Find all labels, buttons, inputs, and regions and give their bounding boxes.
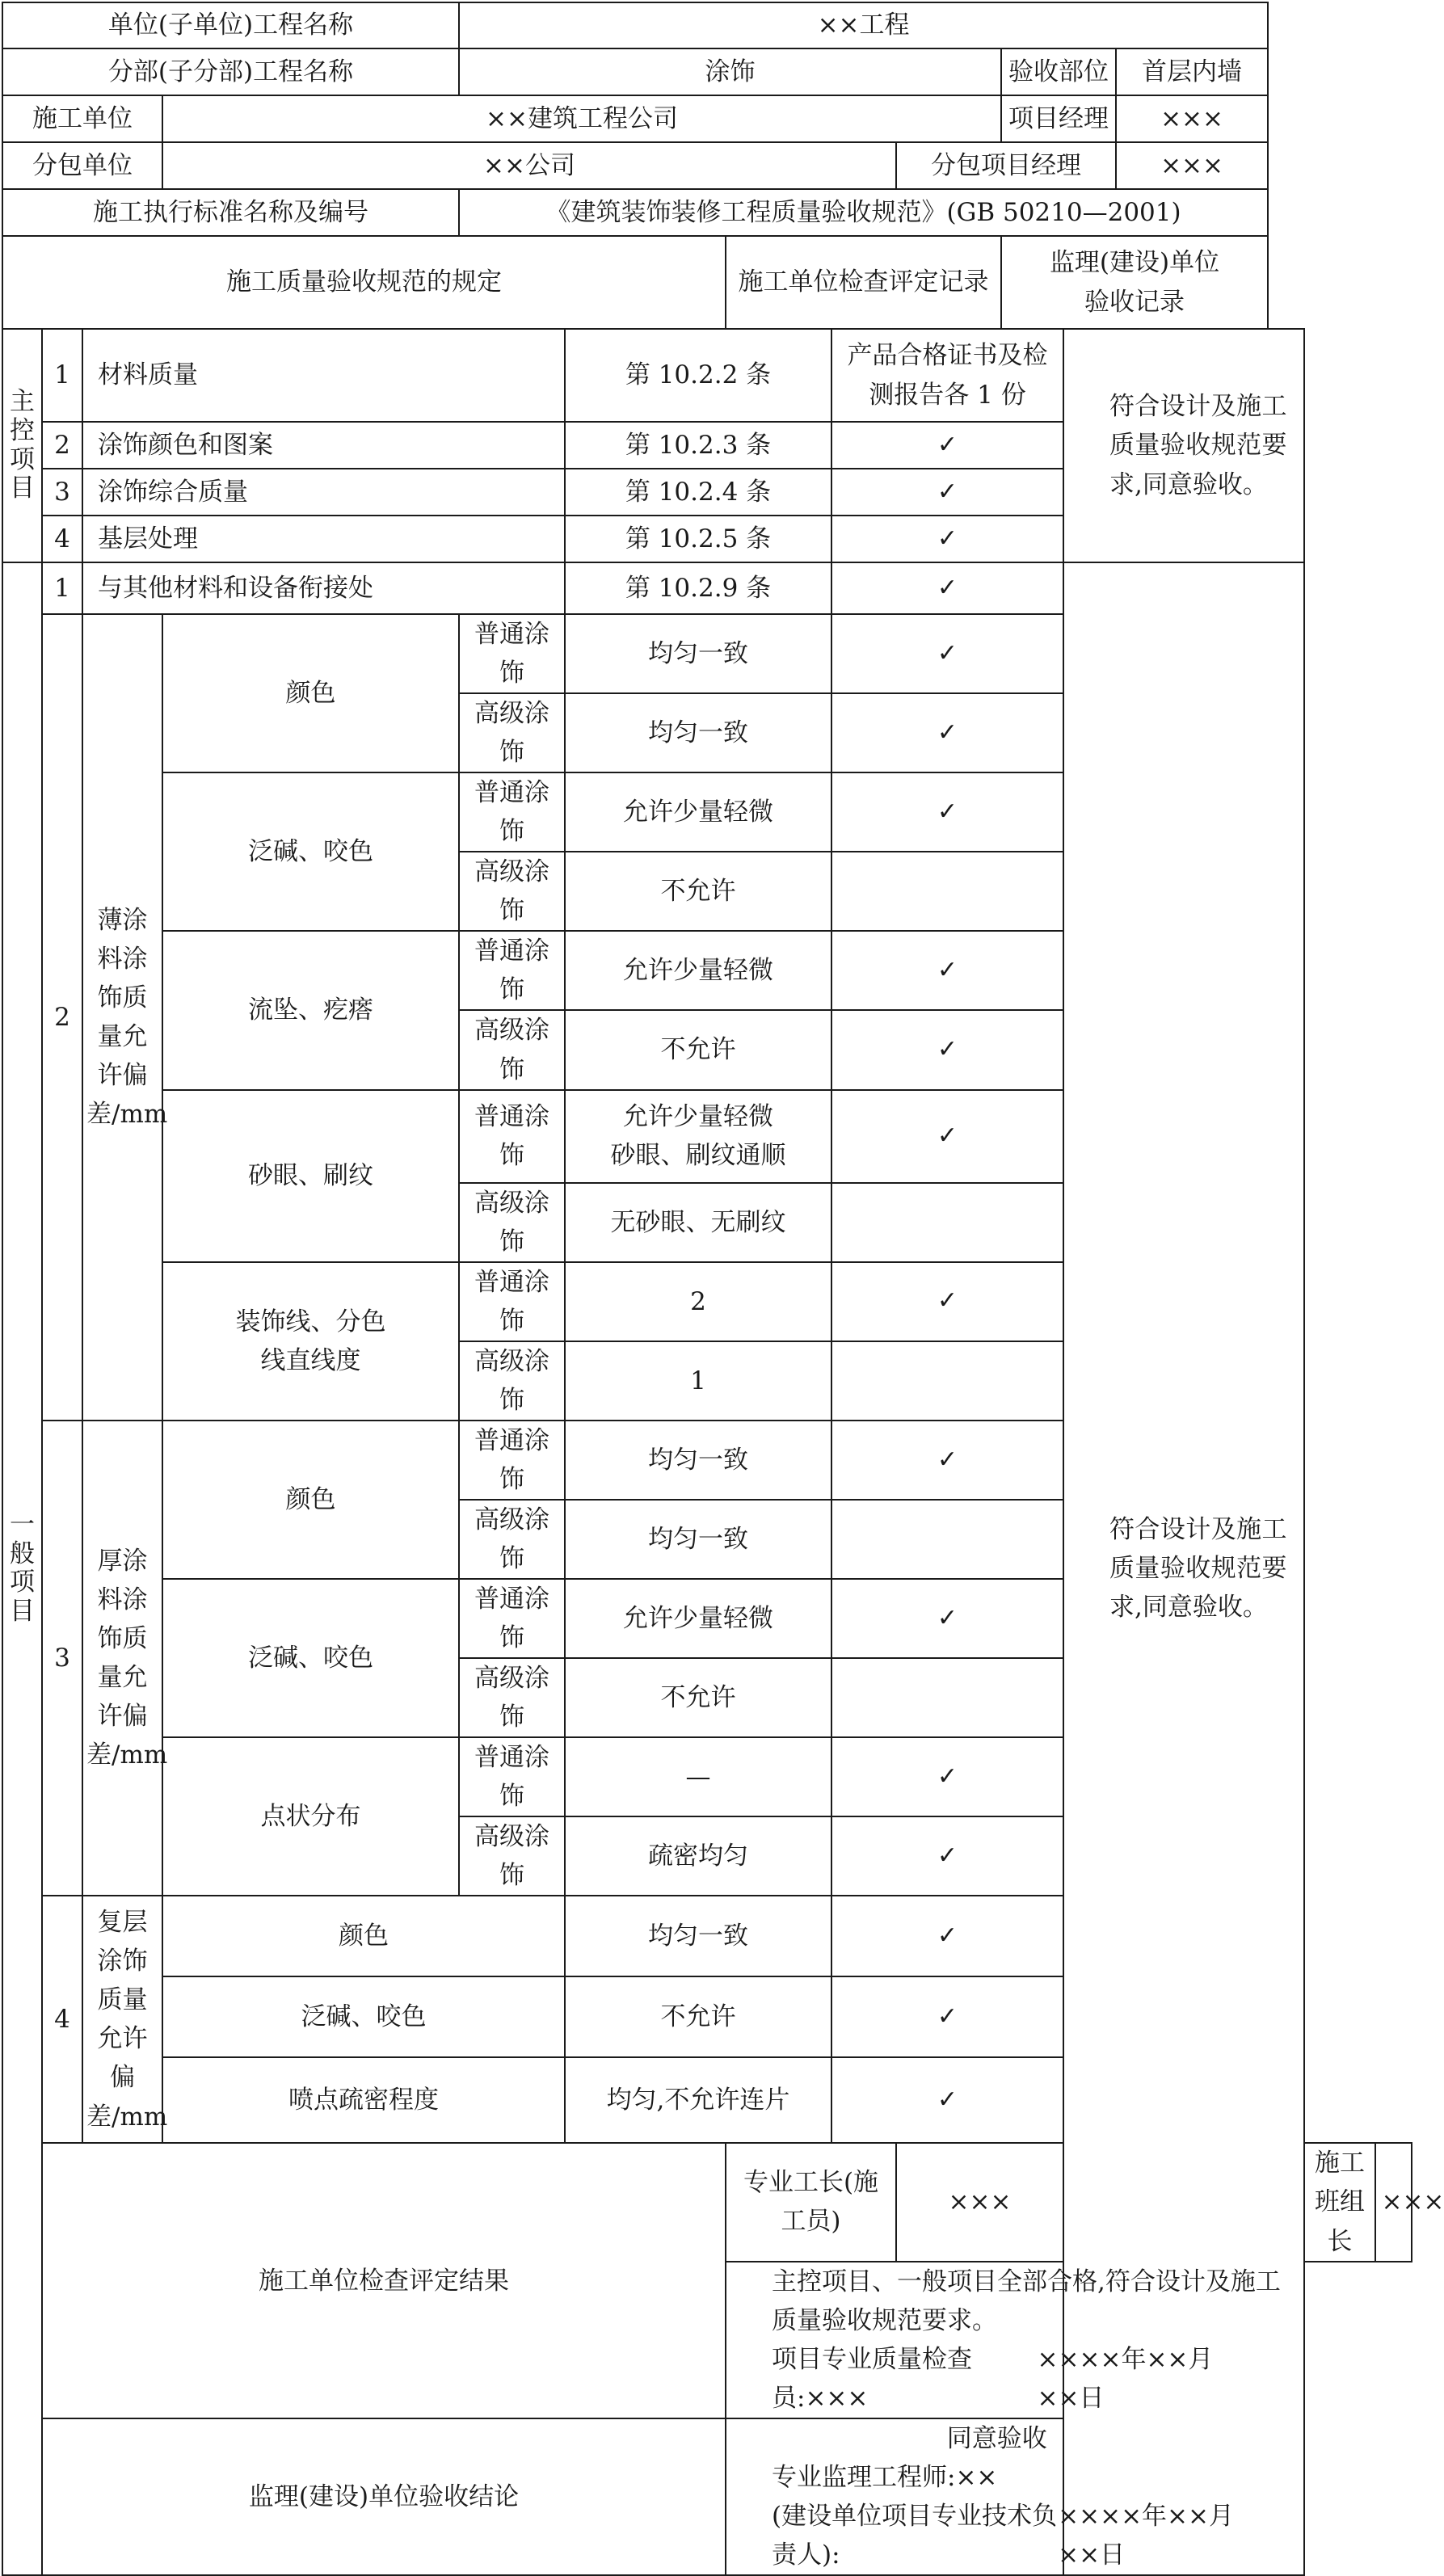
main-item-clause: 第 10.2.5 条 xyxy=(565,516,831,562)
main-supervisor-record: 符合设计及施工质量验收规范要求,同意验收。 xyxy=(1063,329,1304,562)
grade-label: 普通涂饰 xyxy=(459,1579,565,1658)
criterion-name: 泛碱、咬色 xyxy=(162,772,459,931)
acceptance-part-value: 首层内墙 xyxy=(1116,48,1268,95)
main-item-no: 1 xyxy=(42,329,82,422)
check-mark xyxy=(831,1341,1063,1421)
grade-label: 高级涂饰 xyxy=(459,852,565,931)
criterion-name: 颜色 xyxy=(162,614,459,772)
standard-value: 疏密均匀 xyxy=(565,1816,831,1896)
sub-manager-value: ××× xyxy=(1116,142,1268,189)
criterion-name: 点状分布 xyxy=(162,1737,459,1896)
result-sign-line xyxy=(772,2340,1287,2418)
main-item-clause: 第 10.2.4 条 xyxy=(565,469,831,516)
standard-value: 不允许 xyxy=(565,1658,831,1737)
main-item-record: 产品合格证书及检 测报告各 1 份 xyxy=(831,329,1063,422)
grade-label: 普通涂饰 xyxy=(459,1262,565,1341)
main-item-name: 材料质量 xyxy=(82,329,565,422)
unit-project-value: ××工程 xyxy=(459,2,1268,48)
engineer-label: 专业监理工程师:×× xyxy=(772,2462,998,2492)
grade-label: 普通涂饰 xyxy=(459,1421,565,1500)
standard-value: 均匀一致 xyxy=(565,1896,831,1976)
team-leader-value: ××× xyxy=(1375,2143,1412,2261)
contractor-result-text xyxy=(726,2262,1304,2418)
check-mark: ✓ xyxy=(831,1816,1063,1896)
criterion-name: 砂眼、刷纹 xyxy=(162,1090,459,1262)
criterion-name: 颜色 xyxy=(162,1421,459,1579)
standard-value: 2 xyxy=(565,1262,831,1341)
check-record-column-header: 施工单位检查评定记录 xyxy=(726,236,1001,329)
main-item-clause: 第 10.2.3 条 xyxy=(565,422,831,469)
project-manager-label: 项目经理 xyxy=(1001,95,1116,142)
check-mark: ✓ xyxy=(831,772,1063,852)
criterion-name: 泛碱、咬色 xyxy=(162,1579,459,1737)
contractor-value: ××建筑工程公司 xyxy=(162,95,1001,142)
criterion-name: 喷点疏密程度 xyxy=(162,2057,565,2143)
thin-coating-label: 薄涂料涂饰质量允许偏差/mm xyxy=(82,614,162,1421)
result-date: ××××年××月××日 xyxy=(1037,2344,1214,2413)
division-value: 涂饰 xyxy=(459,48,1001,95)
standard-value: 均匀,不允许连片 xyxy=(565,2057,831,2143)
grade-label: 普通涂饰 xyxy=(459,1737,565,1816)
grade-label: 高级涂饰 xyxy=(459,1341,565,1421)
main-item-record: ✓ xyxy=(831,422,1063,469)
main-item-name: 涂饰颜色和图案 xyxy=(82,422,565,469)
main-item-clause: 第 10.2.2 条 xyxy=(565,329,831,422)
owner-rep-label: (建设单位项目专业技术负责人): xyxy=(772,2501,1058,2570)
check-mark: ✓ xyxy=(831,1090,1063,1183)
standard-value: 允许少量轻微 xyxy=(565,772,831,852)
grade-label: 普通涂饰 xyxy=(459,772,565,852)
division-label: 分部(子分部)工程名称 xyxy=(2,48,459,95)
standard-label: 施工执行标准名称及编号 xyxy=(2,189,459,236)
thin-item-no: 2 xyxy=(42,614,82,1421)
subcontractor-value: ××公司 xyxy=(162,142,896,189)
check-mark: ✓ xyxy=(831,1579,1063,1658)
standard-value: 无砂眼、无刷纹 xyxy=(565,1183,831,1262)
general-item-clause: 第 10.2.9 条 xyxy=(565,562,831,614)
supervisor-conclusion-text xyxy=(726,2418,1304,2575)
check-mark: ✓ xyxy=(831,614,1063,693)
grade-label: 高级涂饰 xyxy=(459,1010,565,1089)
standard-value: 均匀一致 xyxy=(565,1421,831,1500)
check-mark xyxy=(831,1500,1063,1579)
main-item-no: 2 xyxy=(42,422,82,469)
grade-label: 普通涂饰 xyxy=(459,931,565,1010)
grade-label: 高级涂饰 xyxy=(459,1816,565,1896)
subcontractor-label: 分包单位 xyxy=(2,142,162,189)
check-mark: ✓ xyxy=(831,1737,1063,1816)
standard-value: 均匀一致 xyxy=(565,1500,831,1579)
inspection-record-table xyxy=(2,2,1444,2576)
foreman-label: 专业工长(施工员) xyxy=(726,2143,896,2261)
foreman-value: ××× xyxy=(896,2143,1063,2261)
unit-project-label: 单位(子单位)工程名称 xyxy=(2,2,459,48)
main-item-name: 涂饰综合质量 xyxy=(82,469,565,516)
thick-coating-label: 厚涂料涂饰质量允许偏差/mm xyxy=(82,1421,162,1896)
main-item-no: 4 xyxy=(42,516,82,562)
criterion-name: 颜色 xyxy=(162,1896,565,1976)
thick-item-no: 3 xyxy=(42,1421,82,1896)
check-mark: ✓ xyxy=(831,931,1063,1010)
team-leader-label: 施工班组长 xyxy=(1304,2143,1376,2261)
check-mark: ✓ xyxy=(831,1421,1063,1500)
result-text: 主控项目、一般项目全部合格,符合设计及施工质量验收规范要求。 xyxy=(772,2267,1281,2335)
standard-value: 《建筑装饰装修工程质量验收规范》(GB 50210—2001) xyxy=(459,189,1268,236)
conclusion-sign-line xyxy=(772,2497,1287,2574)
main-item-name: 基层处理 xyxy=(82,516,565,562)
check-mark xyxy=(831,1658,1063,1737)
check-mark: ✓ xyxy=(831,693,1063,772)
supervisor-record-column-header: 监理(建设)单位 验收记录 xyxy=(1001,236,1268,329)
grade-label: 高级涂饰 xyxy=(459,1183,565,1262)
standard-value: 1 xyxy=(565,1341,831,1421)
check-mark xyxy=(831,1183,1063,1262)
standard-value: 不允许 xyxy=(565,1976,831,2057)
main-item-record: ✓ xyxy=(831,516,1063,562)
grade-label: 普通涂饰 xyxy=(459,1090,565,1183)
standard-value: 允许少量轻微 xyxy=(565,1579,831,1658)
main-control-label: 主 控 项 目 xyxy=(2,329,42,562)
grade-label: 高级涂饰 xyxy=(459,693,565,772)
general-item-no: 1 xyxy=(42,562,82,614)
standard-value: 均匀一致 xyxy=(565,693,831,772)
standard-value: 不允许 xyxy=(565,852,831,931)
criterion-name: 泛碱、咬色 xyxy=(162,1976,565,2057)
main-item-record: ✓ xyxy=(831,469,1063,516)
inspector-label: 项目专业质量检查员:××× xyxy=(772,2344,972,2413)
contractor-result-label: 施工单位检查评定结果 xyxy=(42,2143,726,2418)
standard-value: 允许少量轻微 xyxy=(565,931,831,1010)
grade-label: 普通涂饰 xyxy=(459,614,565,693)
spec-column-header: 施工质量验收规范的规定 xyxy=(2,236,726,329)
general-label: 一 般 项 目 xyxy=(2,562,42,2575)
check-mark: ✓ xyxy=(831,1010,1063,1089)
criterion-name: 装饰线、分色 线直线度 xyxy=(162,1262,459,1421)
acceptance-part-label: 验收部位 xyxy=(1001,48,1116,95)
contractor-label: 施工单位 xyxy=(2,95,162,142)
check-mark: ✓ xyxy=(831,1976,1063,2057)
main-item-no: 3 xyxy=(42,469,82,516)
check-mark: ✓ xyxy=(831,1262,1063,1341)
check-mark: ✓ xyxy=(831,1896,1063,1976)
conclusion-date: ××××年××月××日 xyxy=(1058,2501,1234,2570)
grade-label: 高级涂饰 xyxy=(459,1500,565,1579)
standard-value: 均匀一致 xyxy=(565,614,831,693)
supervisor-conclusion-label: 监理(建设)单位验收结论 xyxy=(42,2418,726,2575)
conclusion-text: 同意验收 xyxy=(946,2423,1047,2453)
general-supervisor-record: 符合设计及施工质量验收规范要求,同意验收。 xyxy=(1063,562,1304,2575)
multi-item-no: 4 xyxy=(42,1896,82,2143)
standard-value: 允许少量轻微 砂眼、刷纹通顺 xyxy=(565,1090,831,1183)
criterion-name: 流坠、疙瘩 xyxy=(162,931,459,1089)
sub-manager-label: 分包项目经理 xyxy=(896,142,1116,189)
grade-label: 高级涂饰 xyxy=(459,1658,565,1737)
check-mark: ✓ xyxy=(831,2057,1063,2143)
multi-coating-label: 复层涂饰质量允许偏差/mm xyxy=(82,1896,162,2143)
general-item-name: 与其他材料和设备衔接处 xyxy=(82,562,565,614)
project-manager-value: ××× xyxy=(1116,95,1268,142)
check-mark xyxy=(831,852,1063,931)
standard-value: — xyxy=(565,1737,831,1816)
standard-value: 不允许 xyxy=(565,1010,831,1089)
general-item-record: ✓ xyxy=(831,562,1063,614)
